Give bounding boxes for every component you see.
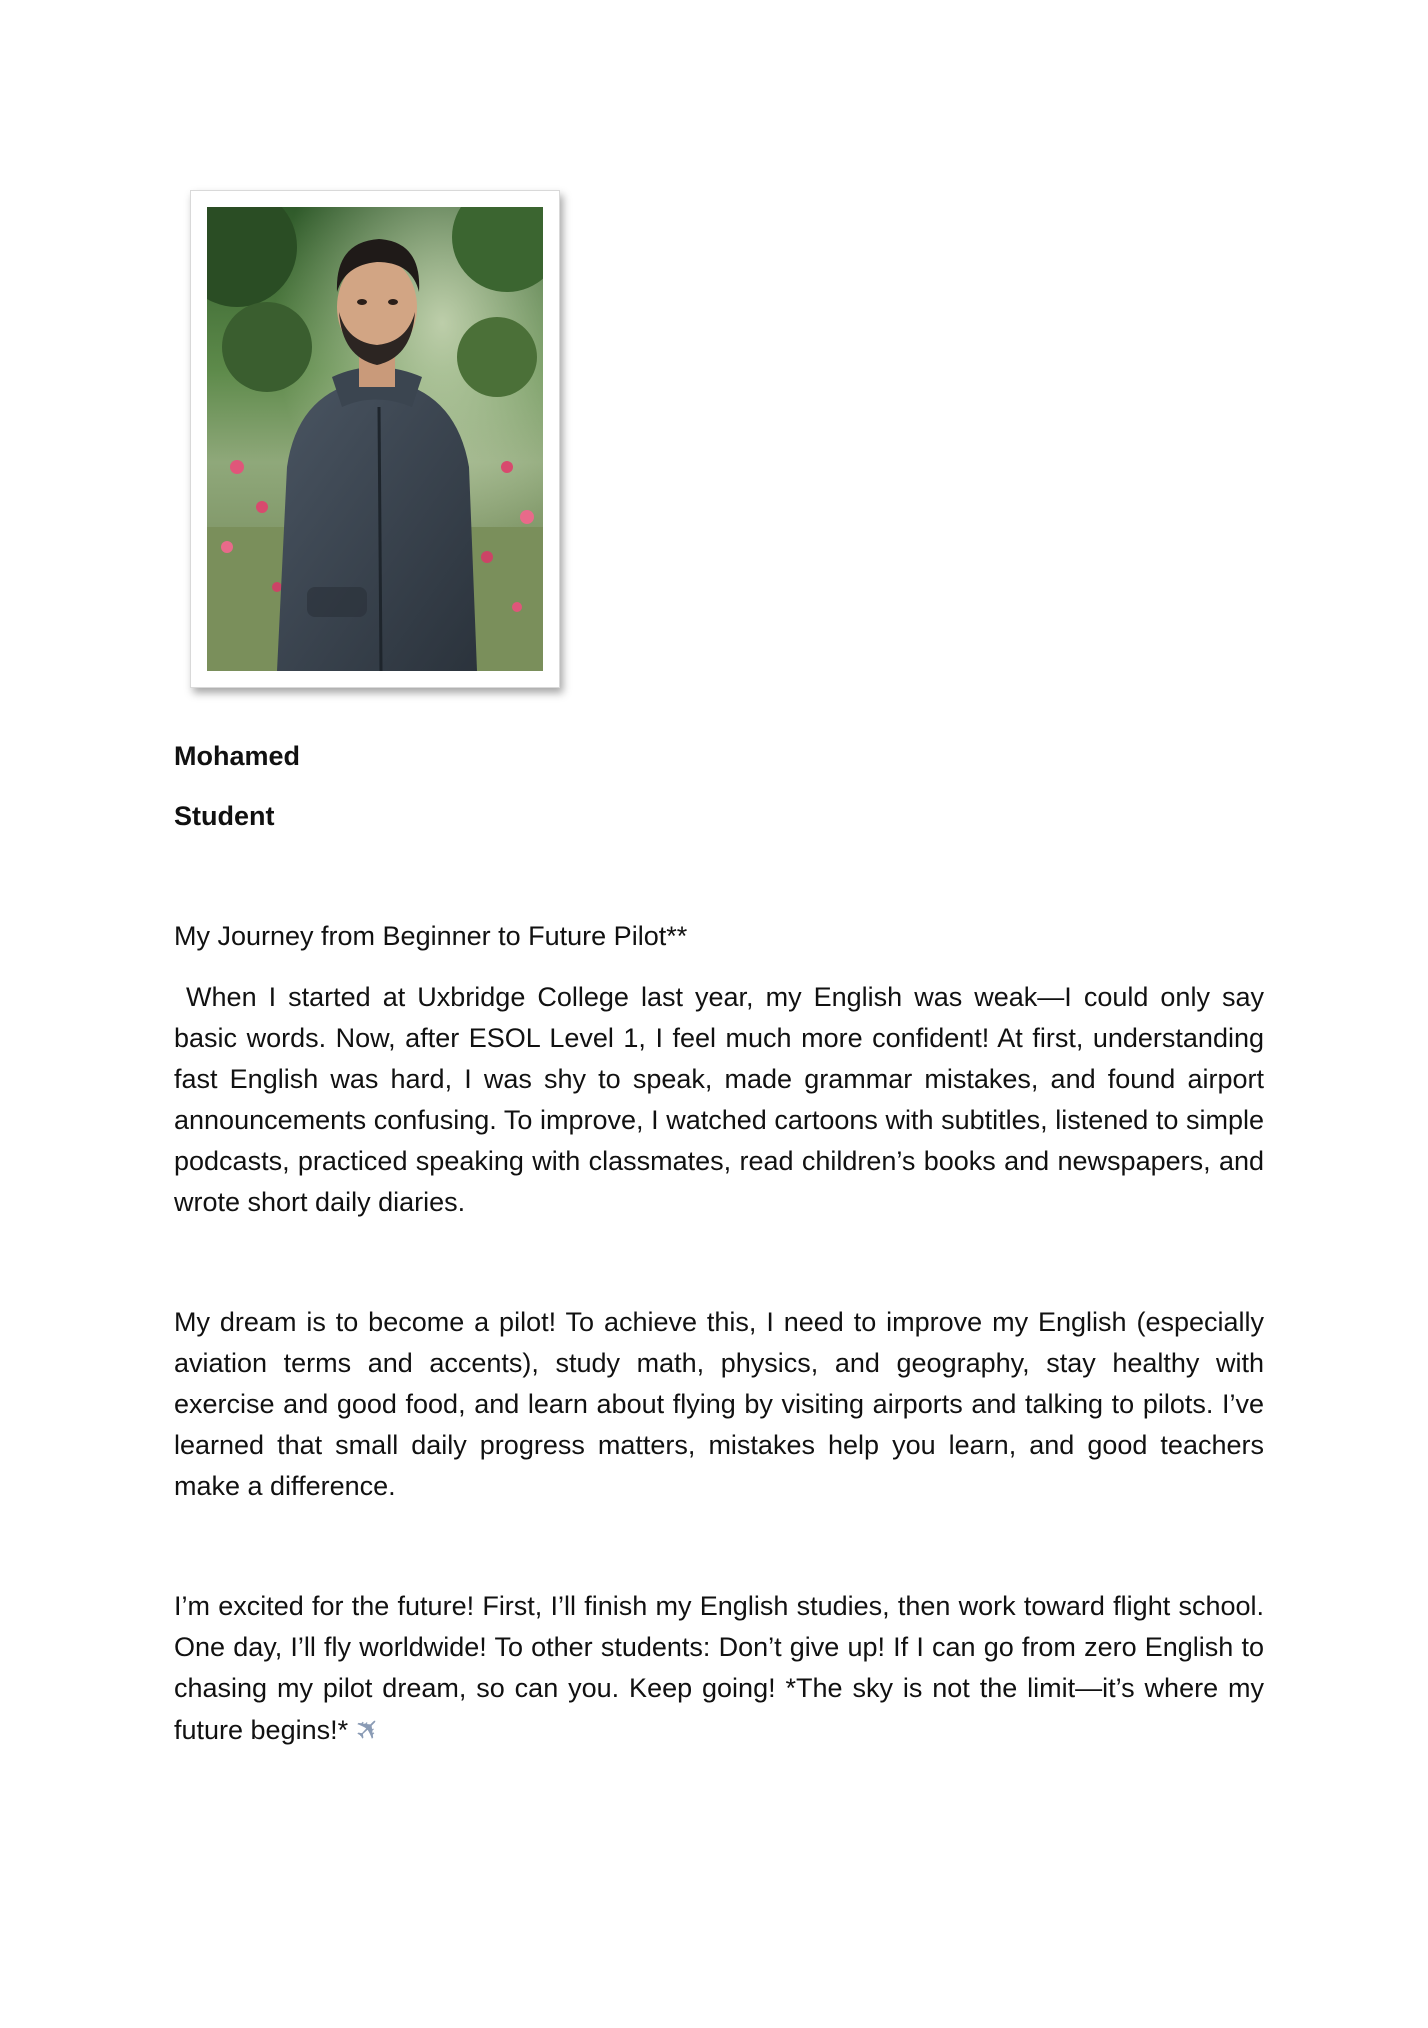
profile-photo-frame <box>190 190 560 688</box>
profile-photo <box>207 207 543 671</box>
paragraph-3-text: I’m excited for the future! First, I’ll finish my English studies, then work toward flight school. One day, I’ll fly worldwide! To other students: Don’t give up! If I can go from zero English to chasing my pilot dream, so can you. Keep going! *The sky is not the limit—it’s where my future begins!* <box>174 1591 1264 1745</box>
author-name: Mohamed <box>174 741 301 771</box>
article-heading: My Journey from Beginner to Future Pilot** <box>174 921 688 951</box>
paragraph-1: When I started at Uxbridge College last year, my English was weak—I could only say basic words. Now, after ESOL Level 1, I feel much more confident! At first, understanding fast English was hard, I was shy to speak, made grammar mistakes, and found airport announcements confusing. To improve, I watched cartoons with subtitles, listened to simple podcasts, practiced speaking with classmates, read children’s books and newspapers, and wrote short daily diaries. <box>174 982 1272 1217</box>
paragraph-3 <box>174 1586 1264 1751</box>
paragraph-2: My dream is to become a pilot! To achieve this, I need to improve my English (especially aviation terms and accents), study math, physics, and geography, stay healthy with exercise and good food, and learn about flying by visiting airports and talking to pilots. I’ve learned that small daily progress matters, mistakes help you learn, and good teachers make a difference. <box>174 1307 1264 1501</box>
author-role: Student <box>174 801 275 831</box>
airplane-icon: ✈ <box>347 1708 390 1751</box>
